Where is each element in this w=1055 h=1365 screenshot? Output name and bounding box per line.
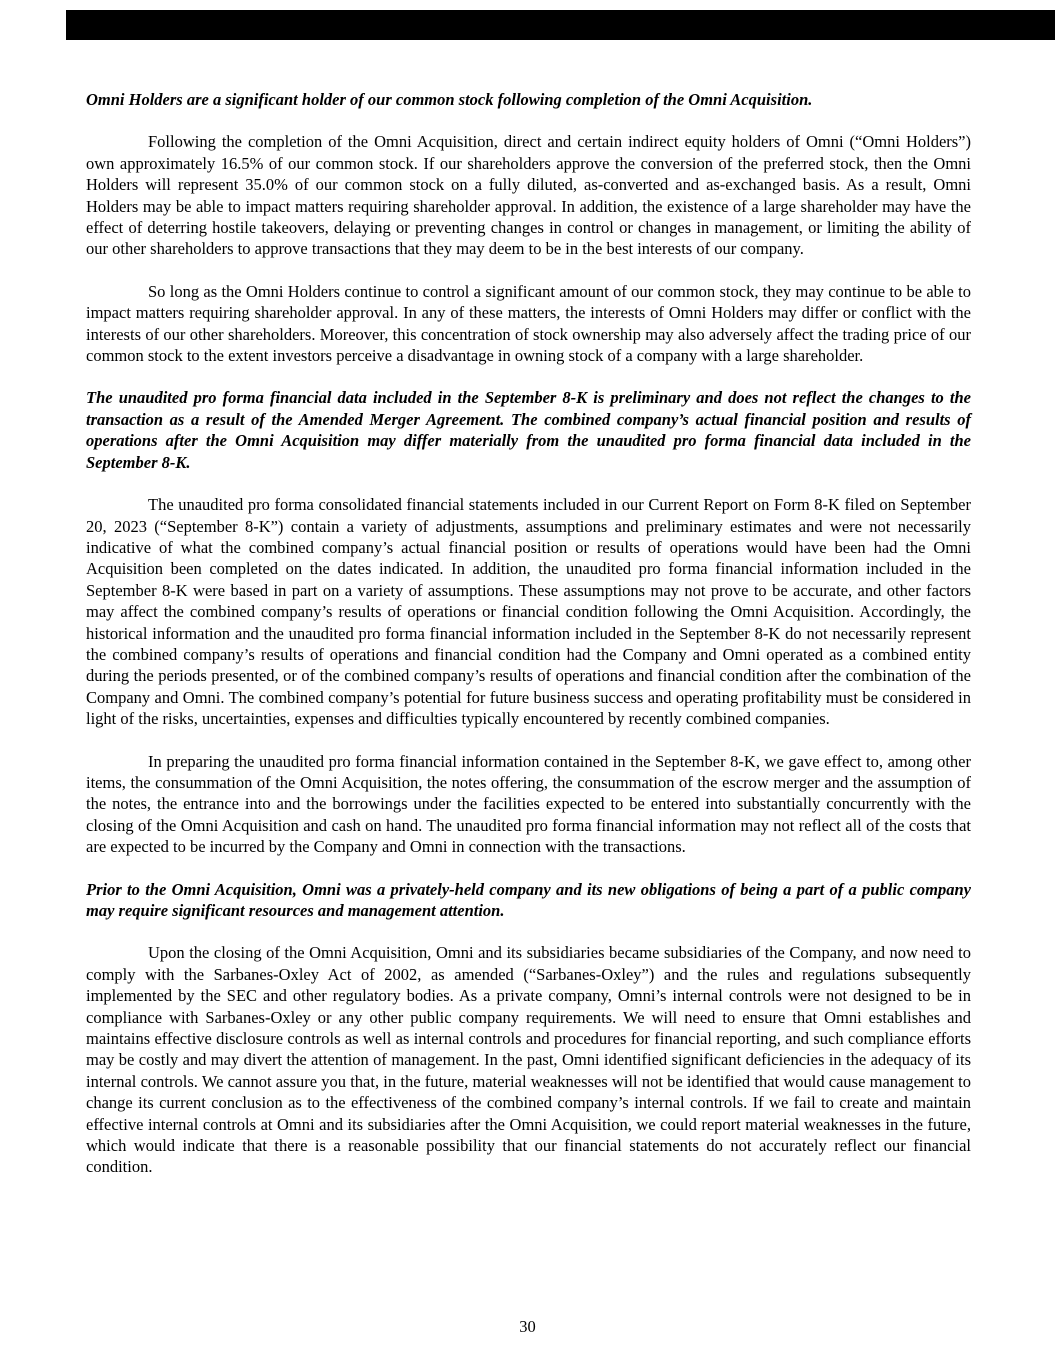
- paragraph-omni-holders-ownership: Following the completion of the Omni Acquisition, direct and certain indirect equity holders of Omni (“Omni Holders”) own approximately 16.5% of our common stock. If our shareholders approve the conversion of the preferred stock, then the Omni Holders will represent 35.0% of our common stock on a fully diluted, as-converted and as-exchanged basis. As a result, Omni Holders may be able to impact matters requiring shareholder approval. In addition, the existence of a large shareholder may have the effect of deterring hostile takeovers, delaying or preventing changes in control or changes in management, or limiting the ability of our other shareholders to approve transactions that they may deem to be in the best interests of our company.: [86, 132, 971, 259]
- risk-factor-heading-pro-forma-data: The unaudited pro forma financial data included in the September 8-K is preliminary and does not reflect the changes to the transaction as a result of the Amended Merger Agreement. The combined company’s actual financial position and results of operations after the Omni Acquisition may differ materially from the unaudited pro forma financial data included in the September 8-K.: [86, 388, 971, 472]
- document-content: [86, 0, 971, 1199]
- paragraph-pro-forma-preparation: In preparing the unaudited pro forma financial information contained in the September 8-K, we gave effect to, among other items, the consummation of the Omni Acquisition, the notes offering, the consummation of the escrow merger and the assumption of the notes, the entrance into and the borrowings under the facilities expected to be entered into substantially concurrently with the closing of the Omni Acquisition and cash on hand. The unaudited pro forma financial information may not reflect all of the costs that are expected to be incurred by the Company and Omni in connection with the transactions.: [86, 751, 971, 857]
- paragraph-sarbanes-oxley-compliance: Upon the closing of the Omni Acquisition, Omni and its subsidiaries became subsidiaries of the Company, and now need to comply with the Sarbanes-Oxley Act of 2002, as amended (“Sarbanes-Oxley”) and the rules and regulations subsequently implemented by the SEC and other regulatory bodies. As a private company, Omni’s internal controls were not designed to be in compliance with Sarbanes-Oxley or any other public company requirements. We will need to ensure that Omni establishes and maintains effective disclosure controls as well as internal controls and procedures for financial reporting, and such compliance efforts may be costly and may divert the attention of management. In the past, Omni identified significant deficiencies in the adequacy of its internal controls. We cannot assure you that, in the future, material weaknesses will not be identified that would cause management to change its current conclusion as to the effectiveness of the combined company’s internal controls. If we fail to create and maintain effective internal controls at Omni and its subsidiaries after the Omni Acquisition, we could report material weaknesses in the future, which would indicate that there is a reasonable possibility that our financial statements do not accurately reflect our financial condition.: [86, 943, 971, 1177]
- page-number: 30: [519, 1317, 536, 1336]
- risk-factor-heading-omni-holders: Omni Holders are a significant holder of our common stock following completion of the Omni Acquisition.: [86, 90, 813, 109]
- paragraph-pro-forma-statements: The unaudited pro forma consolidated financial statements included in our Current Report on Form 8-K filed on September 20, 2023 (“September 8-K”) contain a variety of adjustments, assumptions and preliminary estimates and were not necessarily indicative of what the combined company’s actual financial position or results of operations would have been had the Omni Acquisition been completed on the dates indicated. In addition, the unaudited pro forma financial information included in the September 8-K were based in part on a variety of assumptions. These assumptions may not prove to be accurate, and other factors may affect the combined company’s results of operations or financial condition following the Omni Acquisition. Accordingly, the historical information and the unaudited pro forma financial information included in the September 8-K do not necessarily represent the combined company’s results of operations and financial condition had the Company and Omni operated as a combined entity during the periods presented, or of the combined company’s results of operations and financial condition after the combination of the Company and Omni. The combined company’s potential for future business success and operating profitability must be considered in light of the risks, uncertainties, expenses and difficulties typically encountered by recently combined companies.: [86, 495, 971, 729]
- risk-factor-heading-private-company: Prior to the Omni Acquisition, Omni was a privately-held company and its new obligations of being a part of a public company may require significant resources and management attention.: [86, 879, 971, 920]
- paragraph-omni-holders-control: So long as the Omni Holders continue to control a significant amount of our common stock, they may continue to be able to impact matters requiring shareholder approval. In any of these matters, the interests of Omni Holders may differ or conflict with the interests of our other shareholders. Moreover, this concentration of stock ownership may also adversely affect the trading price of our common stock to the extent investors perceive a disadvantage in owning stock of a company with a large shareholder.: [86, 281, 971, 366]
